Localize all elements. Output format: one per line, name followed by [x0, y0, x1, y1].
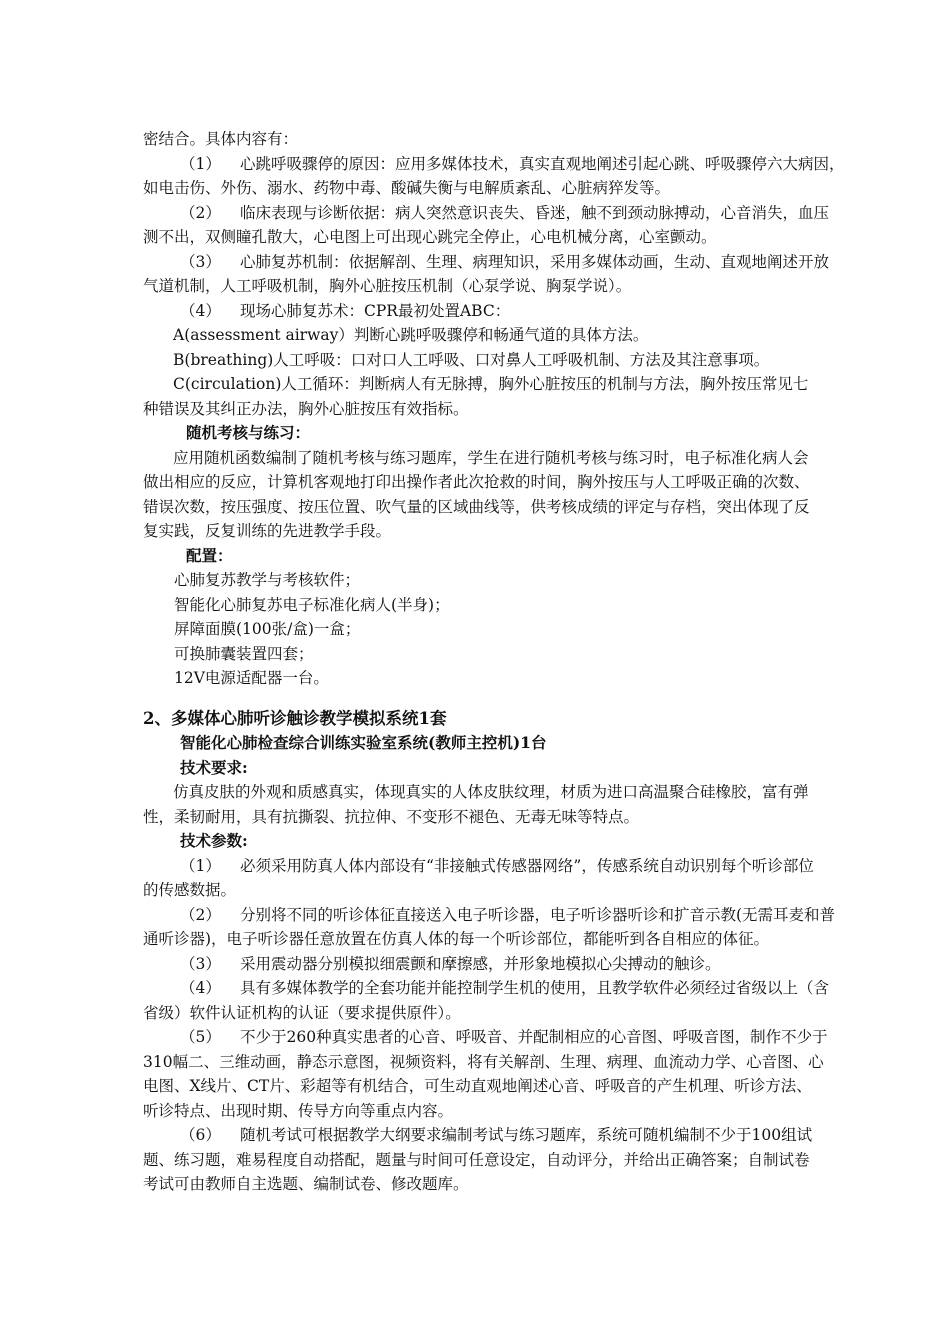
param-continuation: 的传感数据。	[143, 881, 237, 899]
param-number: （6）	[180, 1126, 221, 1144]
param-continuation: 考试可由教师自主选题、编制试卷、修改题库。	[143, 1175, 469, 1193]
param-continuation: 通听诊器)，电子听诊器任意放置在仿真人体的每一个听诊部位，都能听到各自相应的体征。	[143, 930, 770, 948]
document-page	[143, 127, 893, 1197]
item-continuation: 如电击伤、外伤、溺水、药物中毒、酸碱失衡与电解质紊乱、心脏病猝发等。	[143, 179, 671, 197]
random-line: 复实践，反复训练的先进教学手段。	[143, 522, 392, 540]
param-text: 必须采用防真人体内部设有“非接触式传感器网络”，传感系统自动识别每个听诊部位	[240, 856, 814, 875]
param-number: （2）	[180, 905, 221, 924]
param-3	[143, 952, 893, 977]
tech-params-heading: 技术参数:	[180, 831, 248, 850]
tech-req-line: 性，柔韧耐用，具有抗撕裂、抗拉伸、不变形不褪色、无毒无味等特点。	[143, 807, 640, 826]
config-item: 智能化心肺复苏电子标准化病人(半身)；	[174, 595, 450, 614]
tech-requirements-heading: 技术要求:	[180, 757, 248, 777]
config-item: 可换肺囊装置四套；	[174, 644, 314, 663]
config-item: 屏障面膜(100张/盒)一盒；	[174, 620, 361, 638]
param-2	[143, 903, 893, 952]
item-number: （1）	[180, 154, 221, 173]
item-1	[143, 152, 893, 201]
config-item: 心肺复苏教学与考核软件；	[174, 571, 361, 589]
abc-a-line: A(assessment airway）判断心跳呼吸骤停和畅通气道的具体方法。	[173, 326, 649, 344]
item-text: 心跳呼吸骤停的原因：应用多媒体技术，真实直观地阐述引起心跳、呼吸骤停六大病因，	[240, 154, 845, 173]
param-text: 具有多媒体教学的全套功能并能控制学生机的使用，且教学软件必须经过省级以上（含	[240, 979, 830, 997]
section-2-subtitle: 智能化心肺检查综合训练实验室系统(教师主控机)1台	[180, 733, 547, 752]
item-number: （3）	[180, 252, 221, 271]
item-text: 现场心肺复苏术：CPR最初处置ABC：	[240, 301, 511, 320]
param-1	[143, 854, 893, 903]
random-line: 做出相应的反应，计算机客观地打印出操作者此次抢救的时间，胸外按压与人工呼吸正确的次数、	[143, 473, 810, 491]
param-number: （5）	[180, 1028, 221, 1046]
param-number: （3）	[180, 954, 221, 973]
item-continuation: 测不出，双侧瞳孔散大，心电图上可出现心跳完全停止，心电机械分离，心室颤动。	[143, 228, 717, 246]
param-5	[143, 1025, 893, 1123]
param-continuation: 省级）软件认证机构的认证（要求提供原件）。	[143, 1003, 461, 1022]
item-text: 心肺复苏机制：依据解剖、生理、病理知识，采用多媒体动画，生动、直观地阐述开放	[240, 252, 830, 271]
random-line: 应用随机函数编制了随机考核与练习题库，学生在进行随机考核与练习时，电子标准化病人会	[173, 448, 809, 467]
config-heading: 配置：	[186, 545, 233, 565]
param-number: （1）	[180, 856, 221, 875]
item-2	[143, 201, 893, 250]
abc-b-line: B(breathing)人工呼吸：口对口人工呼吸、口对鼻人工呼吸机制、方法及其注意事项。	[173, 350, 770, 369]
item-4	[143, 299, 893, 324]
param-continuation: 听诊特点、出现时期、传导方向等重点内容。	[143, 1101, 454, 1120]
param-6	[143, 1123, 893, 1197]
param-text: 分别将不同的听诊体征直接送入电子听诊器，电子听诊器听诊和扩音示教(无需耳麦和普	[240, 905, 836, 924]
tech-req-line: 仿真皮肤的外观和质感真实，体现真实的人体皮肤纹理，材质为进口高温聚合硅橡胶，富有弹	[173, 783, 809, 801]
item-3	[143, 250, 893, 299]
random-exam-heading: 随机考核与练习：	[186, 423, 311, 442]
param-text: 随机考试可根据教学大纲要求编制考试与练习题库，系统可随机编制不少于100组试	[240, 1126, 813, 1144]
param-text: 采用震动器分别模拟细震颤和摩擦感，并形象地模拟心尖搏动的触诊。	[240, 954, 721, 973]
item-number: （4）	[180, 301, 221, 320]
abc-c-line: C(circulation)人工循环：判断病人有无脉搏，胸外心脏按压的机制与方法，胸外按压常见七	[173, 375, 809, 393]
random-line: 错误次数，按压强度、按压位置、吹气量的区域曲线等，供考核成绩的评定与存档，突出体现了反	[143, 497, 810, 516]
param-number: （4）	[180, 979, 221, 997]
param-continuation: 题、练习题，难易程度自动搭配，题量与时间可任意设定，自动评分，并给出正确答案；自制试卷	[143, 1150, 810, 1169]
param-continuation: 电图、X线片、CT片、彩超等有机结合，可生动直观地阐述心音、呼吸音的产生机理、听诊方法、	[143, 1077, 812, 1095]
item-number: （2）	[180, 203, 221, 222]
item-continuation: 气道机制，人工呼吸机制，胸外心脏按压机制（心泵学说、胸泵学说）。	[143, 277, 632, 295]
section-2-title: 2、多媒体心肺听诊触诊教学模拟系统1套	[143, 708, 447, 728]
intro-line: 密结合。具体内容有：	[143, 130, 299, 148]
config-item: 12V电源适配器一台。	[174, 669, 329, 687]
param-text: 不少于260种真实患者的心音、呼吸音、并配制相应的心音图、呼吸音图，制作不少于	[240, 1028, 828, 1046]
item-text: 临床表现与诊断依据：病人突然意识丧失、昏迷，触不到颈动脉搏动，心音消失，血压	[240, 203, 830, 222]
param-4	[143, 976, 893, 1025]
abc-c-continuation: 种错误及其纠正办法，胸外心脏按压有效指标。	[143, 399, 469, 418]
param-continuation: 310幅二、三维动画，静态示意图，视频资料，将有关解剖、生理、病理、血流动力学、心音图、心	[143, 1052, 824, 1071]
